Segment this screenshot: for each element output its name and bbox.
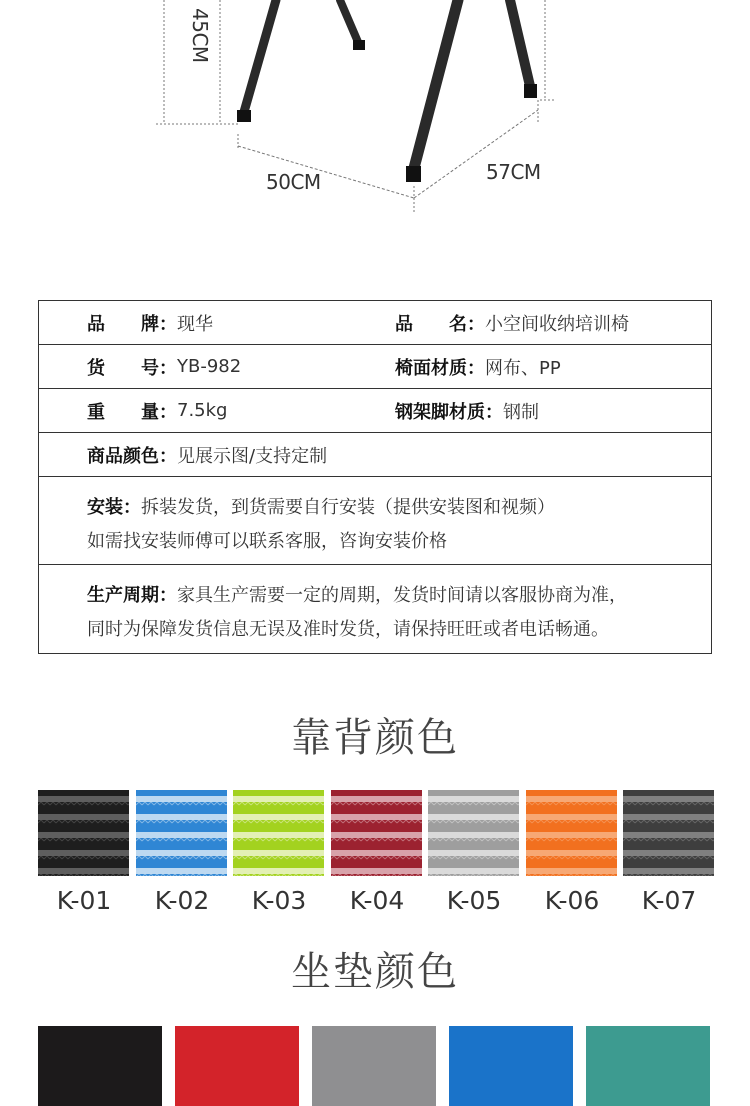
seat-color-title: 坐垫颜色 <box>291 949 459 995</box>
product-color-value: 见展示图/支持定制 <box>177 445 328 467</box>
model-label: 货 号： <box>87 357 177 379</box>
spec-table <box>38 300 712 654</box>
back-swatch-code: K-03 <box>251 886 307 915</box>
model-value: YB-982 <box>177 356 242 377</box>
back-swatch-k-06 <box>526 790 617 876</box>
seat-swatch-5 <box>586 1026 710 1106</box>
back-swatch-k-02 <box>136 790 227 876</box>
spec-row-brand <box>39 301 711 345</box>
brand-label: 品 牌： <box>87 313 177 335</box>
back-swatch-code: K-04 <box>349 886 405 915</box>
install-text-line-2: 如需找安装师傅可以联系客服，咨询安装价格 <box>87 531 447 552</box>
height-dimension-label: 45CM <box>188 8 212 63</box>
back-color-swatches <box>38 790 714 920</box>
chair-frame-drawing <box>0 0 750 260</box>
back-swatch-code: K-07 <box>641 886 697 915</box>
seat-swatch-1 <box>38 1026 162 1106</box>
seat-color-swatches <box>38 1026 714 1101</box>
seat-material-value: 网布、PP <box>485 357 561 379</box>
production-cycle-label: 生产周期： <box>87 585 177 606</box>
back-swatch-code: K-01 <box>56 886 112 915</box>
spec-row-model <box>39 345 711 389</box>
spec-row-production-cycle <box>39 565 711 653</box>
weight-value: 7.5kg <box>177 400 228 421</box>
product-color-label: 商品颜色： <box>87 445 177 467</box>
spec-row-weight <box>39 389 711 433</box>
product-name-value: 小空间收纳培训椅 <box>485 313 629 335</box>
dimension-diagram <box>0 0 750 260</box>
back-swatch-code: K-02 <box>154 886 210 915</box>
back-swatch-k-07 <box>623 790 714 876</box>
width-dimension-label: 50CM <box>266 170 321 194</box>
spec-row-install <box>39 477 711 565</box>
production-cycle-line-2: 同时为保障发货信息无误及准时发货，请保持旺旺或者电话畅通。 <box>87 619 609 640</box>
product-name-label: 品 名： <box>395 313 485 335</box>
frame-material-value: 钢制 <box>503 401 539 423</box>
back-swatch-code: K-06 <box>544 886 600 915</box>
seat-swatch-4 <box>449 1026 573 1106</box>
back-swatch-k-05 <box>428 790 519 876</box>
brand-value: 现华 <box>177 313 213 335</box>
install-label: 安装： <box>87 497 141 518</box>
frame-material-label: 钢架脚材质： <box>395 401 503 423</box>
back-swatch-code: K-05 <box>446 886 502 915</box>
back-color-title: 靠背颜色 <box>291 715 459 761</box>
install-text-line-1: 拆装发货，到货需要自行安装（提供安装图和视频） <box>141 497 555 518</box>
back-swatch-k-01 <box>38 790 129 876</box>
weight-label: 重 量： <box>87 401 177 423</box>
seat-swatch-2 <box>175 1026 299 1106</box>
production-cycle-line-1: 家具生产需要一定的周期，发货时间请以客服协商为准， <box>177 585 627 606</box>
back-swatch-k-04 <box>331 790 422 876</box>
spec-row-color <box>39 433 711 477</box>
back-swatch-k-03 <box>233 790 324 876</box>
seat-swatch-3 <box>312 1026 436 1106</box>
seat-material-label: 椅面材质： <box>395 357 485 379</box>
depth-dimension-label: 57CM <box>486 160 541 184</box>
